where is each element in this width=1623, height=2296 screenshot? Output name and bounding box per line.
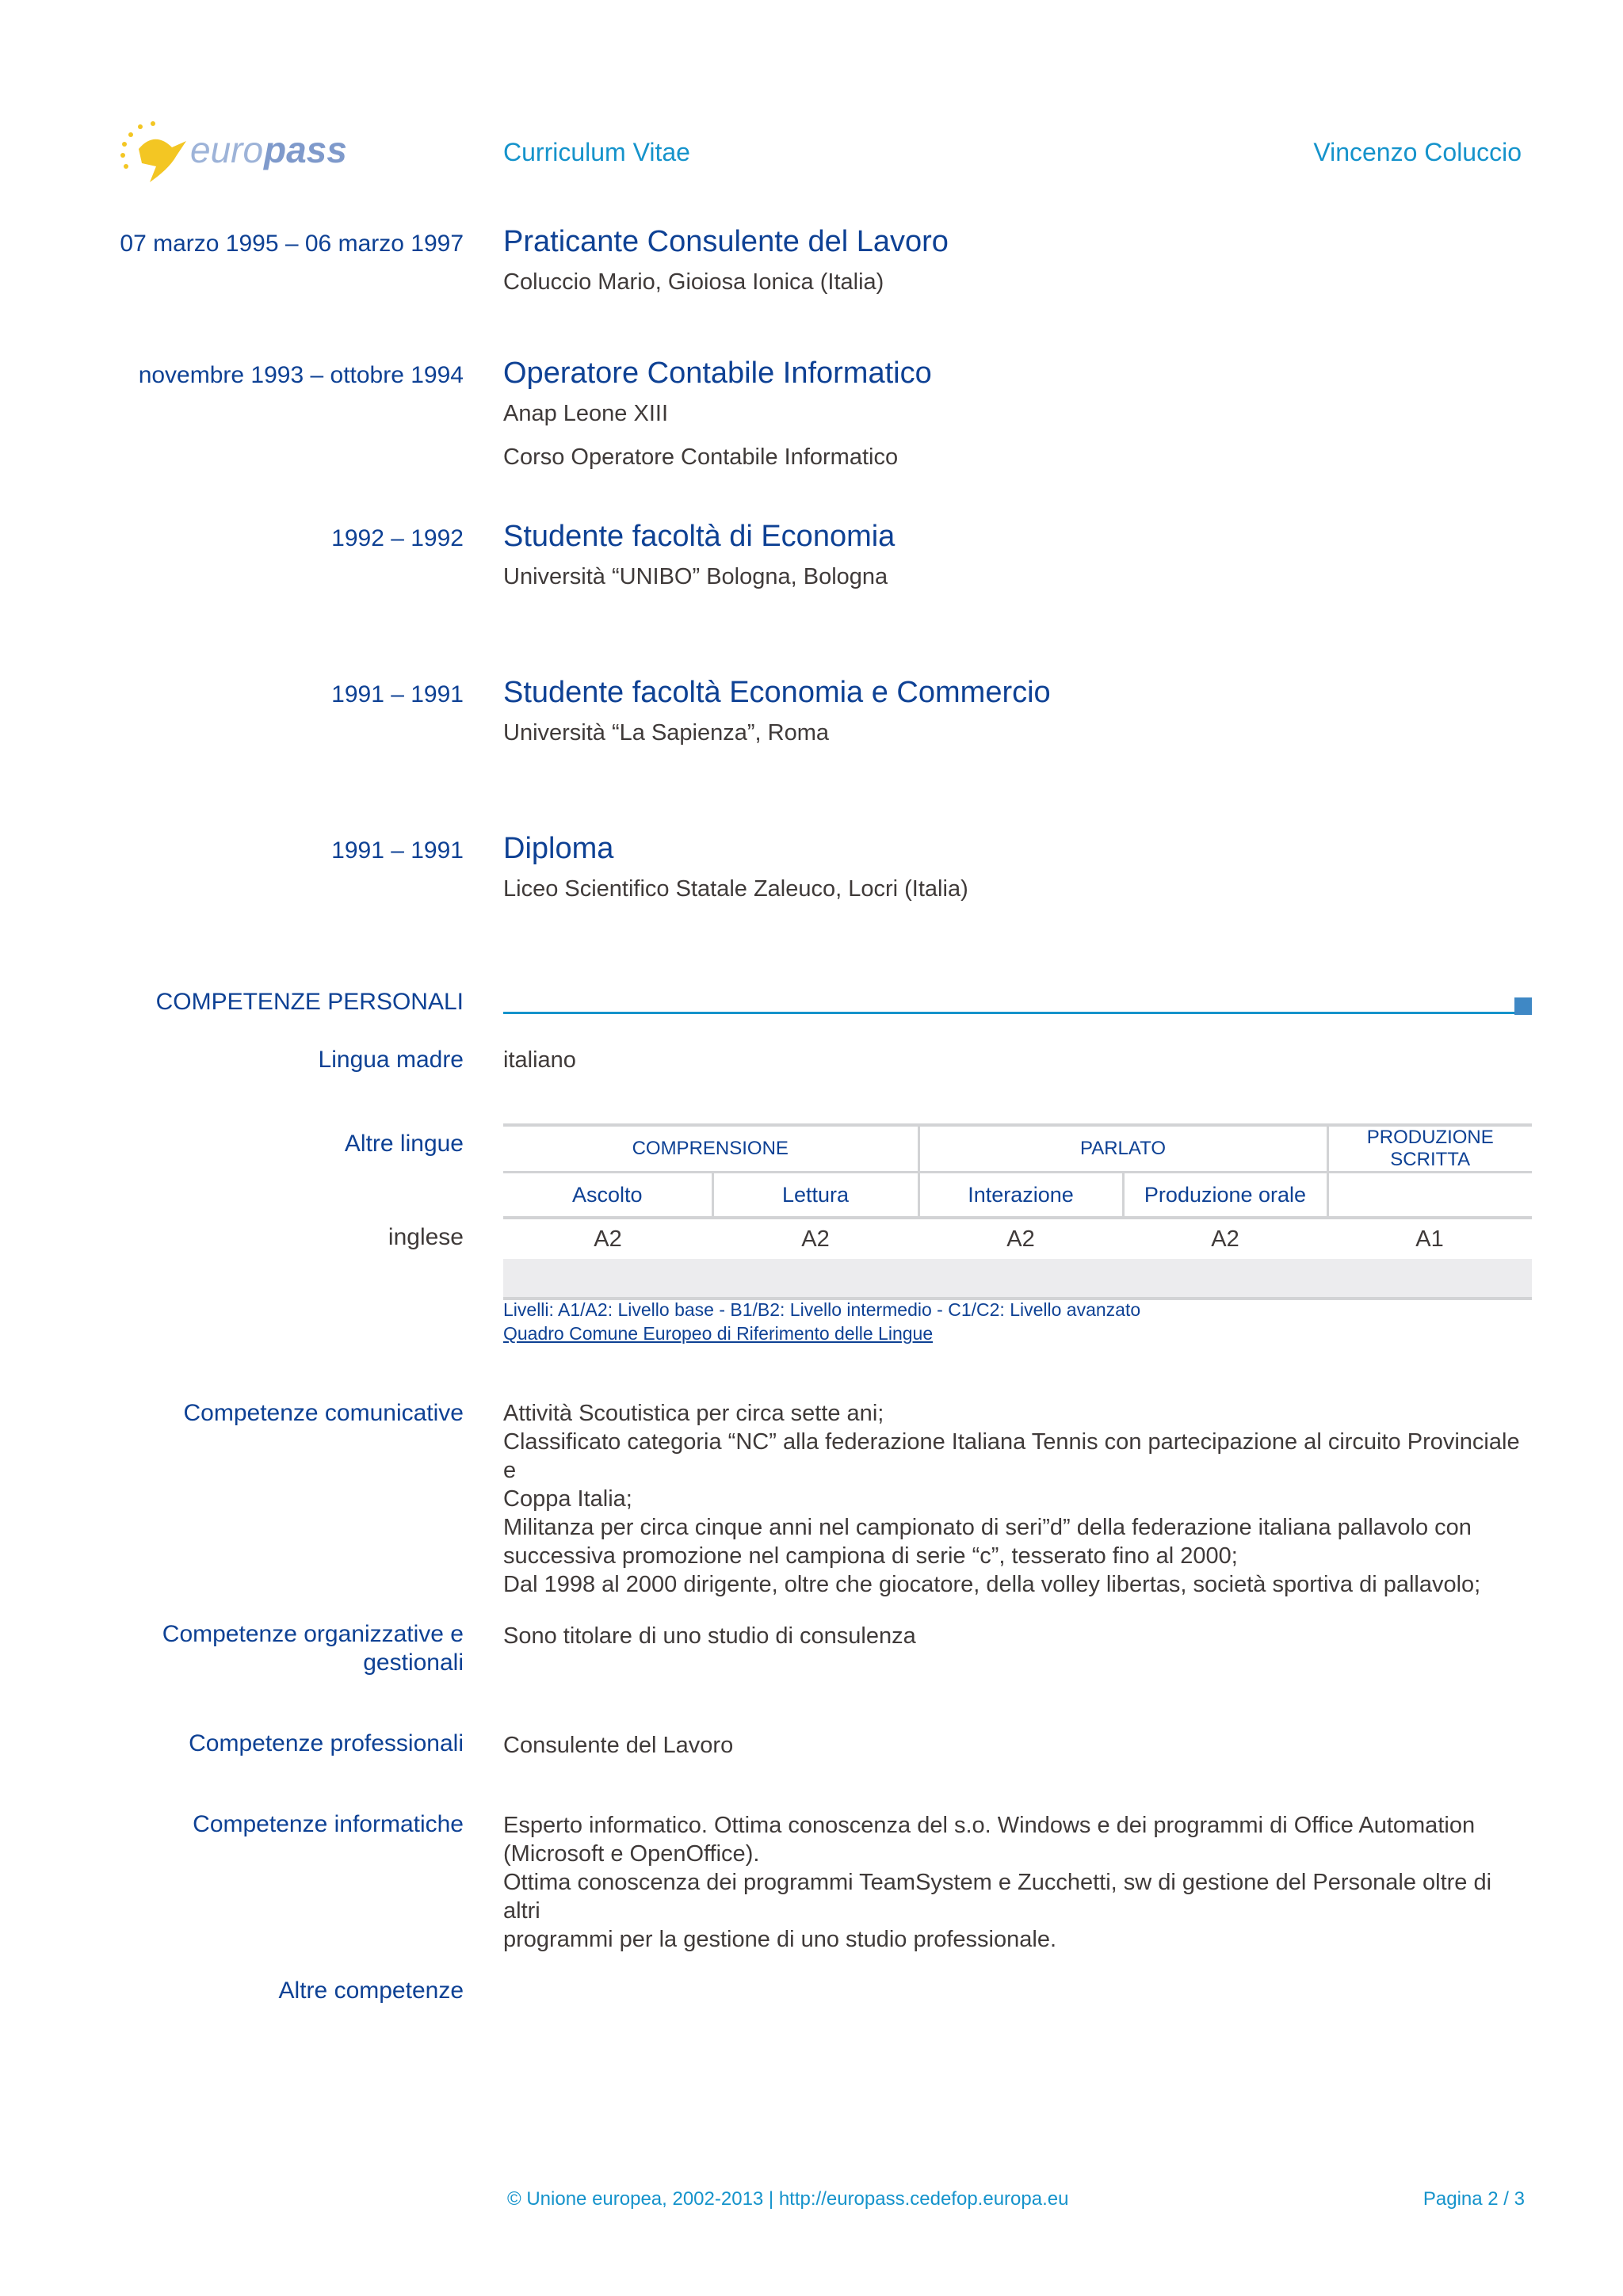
sub-header: Lettura bbox=[712, 1173, 918, 1219]
sub-header-empty bbox=[1327, 1173, 1532, 1219]
communication-label: Competenze comunicative bbox=[183, 1400, 464, 1426]
label-line: gestionali bbox=[363, 1650, 464, 1676]
group-header: PRODUZIONE SCRITTA bbox=[1327, 1125, 1532, 1173]
entry-dates: 07 marzo 1995 – 06 marzo 1997 bbox=[120, 231, 464, 257]
document-title: Curriculum Vitae bbox=[503, 138, 690, 166]
language-table bbox=[503, 1123, 1532, 1300]
certificate-row bbox=[503, 1259, 1532, 1299]
language-name: inglese bbox=[388, 1224, 464, 1250]
text-line: Esperto informatico. Ottima conoscenza del s.o. Windows e dei programmi di Office Automation bbox=[503, 1813, 1476, 1838]
svg-text:pass: pass bbox=[264, 129, 347, 170]
entry-title: Operatore Contabile Informatico bbox=[503, 357, 932, 390]
group-header: COMPRENSIONE bbox=[503, 1125, 918, 1173]
text-line: Militanza per circa cinque anni nel campionato di seri”d” della federazione italiana pallavolo con bbox=[503, 1515, 1472, 1540]
entry-title: Diploma bbox=[503, 832, 614, 865]
text-line: Dal 1998 al 2000 dirigente, oltre che giocatore, della volley libertas, società sportiva di pallavolo; bbox=[503, 1572, 1481, 1597]
entry-detail: Corso Operatore Contabile Informatico bbox=[503, 444, 899, 470]
entry-title: Praticante Consulente del Lavoro bbox=[503, 225, 949, 258]
entry-title: Studente facoltà di Economia bbox=[503, 520, 896, 553]
level-cell: A2 bbox=[918, 1218, 1123, 1259]
sub-header: Interazione bbox=[918, 1173, 1123, 1219]
mother-tongue-label: Lingua madre bbox=[318, 1047, 464, 1073]
communication-text bbox=[503, 1399, 1533, 1599]
other-languages-label: Altre lingue bbox=[344, 1131, 464, 1157]
text-line: Classificato categoria “NC” alla federazione Italiana Tennis con partecipazione al circuito Provinciale e bbox=[503, 1429, 1520, 1483]
text-line: Coppa Italia; bbox=[503, 1486, 632, 1512]
sub-header: Produzione orale bbox=[1123, 1173, 1327, 1219]
entry-detail: Liceo Scientifico Statale Zaleuco, Locri (Italia) bbox=[503, 876, 968, 902]
mother-tongue-value: italiano bbox=[503, 1047, 576, 1073]
sub-header: Ascolto bbox=[503, 1173, 712, 1219]
entry-dates: novembre 1993 – ottobre 1994 bbox=[138, 362, 464, 388]
svg-text:euro: euro bbox=[190, 129, 264, 170]
organizational-text: Sono titolare di uno studio di consulenza bbox=[503, 1623, 916, 1649]
footer-copyright: © Unione europea, 2002-2013 | http://europass.cedefop.europa.eu bbox=[507, 2188, 1069, 2210]
text-line: Ottima conoscenza dei programmi TeamSystem e Zucchetti, sw di gestione del Personale oltre di altri bbox=[503, 1870, 1492, 1924]
text-line: programmi per la gestione di uno studio professionale. bbox=[503, 1927, 1057, 1952]
professional-label: Competenze professionali bbox=[189, 1730, 464, 1756]
entry-dates: 1992 – 1992 bbox=[331, 525, 464, 551]
text-line: successiva promozione nel campiona di serie “c”, tesserato fino al 2000; bbox=[503, 1543, 1238, 1569]
entry-detail: Anap Leone XIII bbox=[503, 401, 668, 426]
entry-title: Studente facoltà Economia e Commercio bbox=[503, 676, 1051, 709]
entry-dates: 1991 – 1991 bbox=[331, 837, 464, 864]
levels-note: Livelli: A1/A2: Livello base - B1/B2: Livello intermedio - C1/C2: Livello avanzato bbox=[503, 1299, 1141, 1320]
entry-detail: Università “La Sapienza”, Roma bbox=[503, 720, 830, 746]
europass-logo-icon bbox=[115, 111, 353, 190]
level-cell: A2 bbox=[503, 1218, 712, 1259]
level-cell: A1 bbox=[1327, 1218, 1532, 1259]
section-divider bbox=[503, 1012, 1514, 1014]
cefr-link[interactable]: Quadro Comune Europeo di Riferimento delle Lingue bbox=[503, 1323, 934, 1344]
it-label: Competenze informatiche bbox=[193, 1811, 464, 1837]
person-name: Vincenzo Coluccio bbox=[1313, 138, 1522, 166]
section-square-icon bbox=[1514, 997, 1532, 1015]
text-line: Attività Scoutistica per circa sette ani; bbox=[503, 1401, 884, 1426]
label-line: Competenze organizzative e bbox=[162, 1621, 464, 1647]
footer-page: Pagina 2 / 3 bbox=[1423, 2188, 1525, 2210]
organizational-label bbox=[162, 1620, 464, 1677]
group-header: PARLATO bbox=[918, 1125, 1327, 1173]
it-text bbox=[503, 1811, 1533, 1954]
entry-detail: Coluccio Mario, Gioiosa Ionica (Italia) bbox=[503, 269, 884, 295]
entry-dates: 1991 – 1991 bbox=[331, 681, 464, 707]
section-title: COMPETENZE PERSONALI bbox=[155, 989, 464, 1015]
europass-logo bbox=[115, 111, 353, 190]
level-cell: A2 bbox=[712, 1218, 918, 1259]
professional-text: Consulente del Lavoro bbox=[503, 1733, 734, 1758]
level-cell: A2 bbox=[1123, 1218, 1327, 1259]
entry-detail: Università “UNIBO” Bologna, Bologna bbox=[503, 564, 888, 589]
other-skills-label: Altre competenze bbox=[278, 1978, 464, 2004]
text-line: (Microsoft e OpenOffice). bbox=[503, 1841, 760, 1867]
